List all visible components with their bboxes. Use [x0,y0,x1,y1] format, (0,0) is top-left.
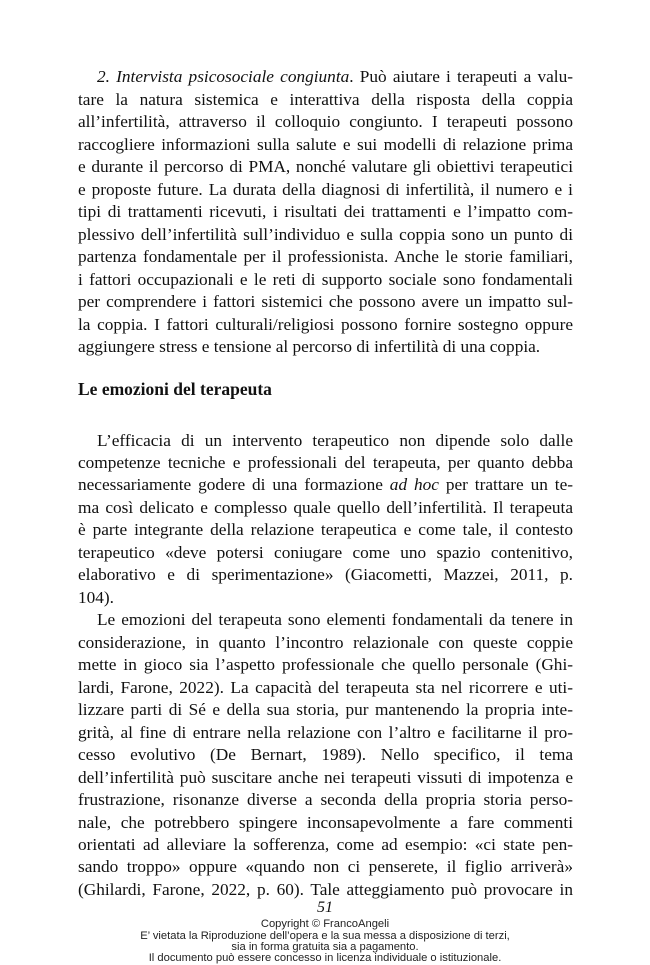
paragraph-line: e proposte future. La durata della diagnosi di infertilità, il numero e i [78,180,573,199]
emphasis: ad hoc [389,475,439,494]
paragraph-line: nale, che potrebbero spingere inconsapevolmente a fare commenti [78,813,573,832]
paragraph-line: la coppia. I fattori culturali/religiosi possono fornire sostegno oppure [78,315,573,334]
paragraph-line: considerazione, in quanto l’incontro relazionale con queste coppie [78,633,573,652]
paragraph-line: Le emozioni del terapeuta sono elementi fondamentali da tenere in [97,610,573,629]
copyright-notice-line: E’ vietata la Riproduzione dell’opera e la sua messa a disposizione di terzi, [140,930,510,942]
paragraph-line: tipi di trattamenti ricevuti, i risultati dei trattamenti e l’impatto com- [78,202,573,221]
paragraph-line: aggiungere stress e tensione al percorso di infertilità di una coppia. [78,337,541,356]
paragraph-line: e durante il percorso di PMA, nonché valutare gli obiettivi terapeutici [78,157,573,176]
paragraph-line: orientati ad alleviare la sofferenza, come ad esempio: «ci state pen- [78,835,573,854]
copyright-notice-line: Il documento può essere concesso in licenza individuale o istituzionale. [148,952,502,964]
copyright-line: Copyright © FrancoAngeli [260,918,390,930]
paragraph-line: tare la natura sistemica e interattiva della risposta della coppia [78,90,573,109]
paragraph-line: all’infertilità, attraverso il colloquio congiunto. I terapeuti possono [78,112,573,131]
paragraph-line: raccogliere informazioni sulla salute e sui modelli di relazione prima [78,135,573,154]
paragraph-line: competenze tecniche e professionali del terapeuta, per quanto debba [78,453,573,472]
paragraph-line: cesso evolutivo (De Bernart, 1989). Nello specifico, il tema [78,745,573,764]
paragraph-line: frustrazione, risonanze diverse a seconda della propria storia perso- [78,790,573,809]
paragraph-line [78,475,573,495]
paragraph-line: sando troppo» oppure «quando non ci penserete, il figlio arriverà» [78,857,573,876]
paragraph-line: mette in gioco sia l’aspetto professionale che quello personale (Ghi- [78,655,573,674]
paragraph-line: plessivo dell’infertilità sull’individuo e sulla coppia sono un punto di [78,225,573,244]
paragraph-line: i fattori occupazionali e le reti di supporto sociale sono fondamentali [78,270,573,289]
paragraph-line: lizzare parti di Sé e della sua storia, pur mantenendo la propria inte- [78,700,573,719]
paragraph-line: grità, al fine di entrare nella relazione con l’altro e facilitarne il pro- [78,723,573,742]
paragraph-line: terapeutico «deve potersi coniugare come uno spazio contenitivo, [78,543,573,562]
paragraph-line: ma così delicato e complesso quale quello dell’infertilità. Il terapeuta [78,498,573,517]
paragraph-line: è parte integrante della relazione terapeutica e come tale, il contesto [78,520,573,539]
text-span: necessariamente godere di una formazione [78,475,390,494]
copyright-notice-line: sia in forma gratuita sia a pagamento. [231,941,419,953]
paragraph-line: per comprendere i fattori sistemici che possono avere un impatto sul- [78,292,573,311]
text-span: per trattare un te- [438,475,574,494]
text-span: . Può aiutare i terapeuti a valu- [349,67,573,86]
paragraph-line: dell’infertilità può suscitare anche nei terapeuti vissuti di impotenza e [78,768,573,787]
paragraph-line: lardi, Farone, 2022). La capacità del terapeuta sta nel ricorrere e uti- [78,678,573,697]
paragraph-line: (Ghilardi, Farone, 2022, p. 60). Tale atteggiamento può provocare in [78,880,573,899]
section-heading: Le emozioni del terapeuta [78,379,272,399]
item-title: 2. Intervista psicosociale congiunta [97,67,350,86]
page-number: 51 [317,899,333,916]
paragraph-line: elaborativo e di sperimentazione» (Giacometti, Mazzei, 2011, p. [78,565,573,584]
paragraph-line: L’efficacia di un intervento terapeutico non dipende solo dalle [97,431,573,450]
paragraph-line: partenza fondamentale per il professionista. Anche le storie familiari, [78,247,573,266]
paragraph-line: 104). [78,588,114,607]
paragraph-line [97,67,573,87]
